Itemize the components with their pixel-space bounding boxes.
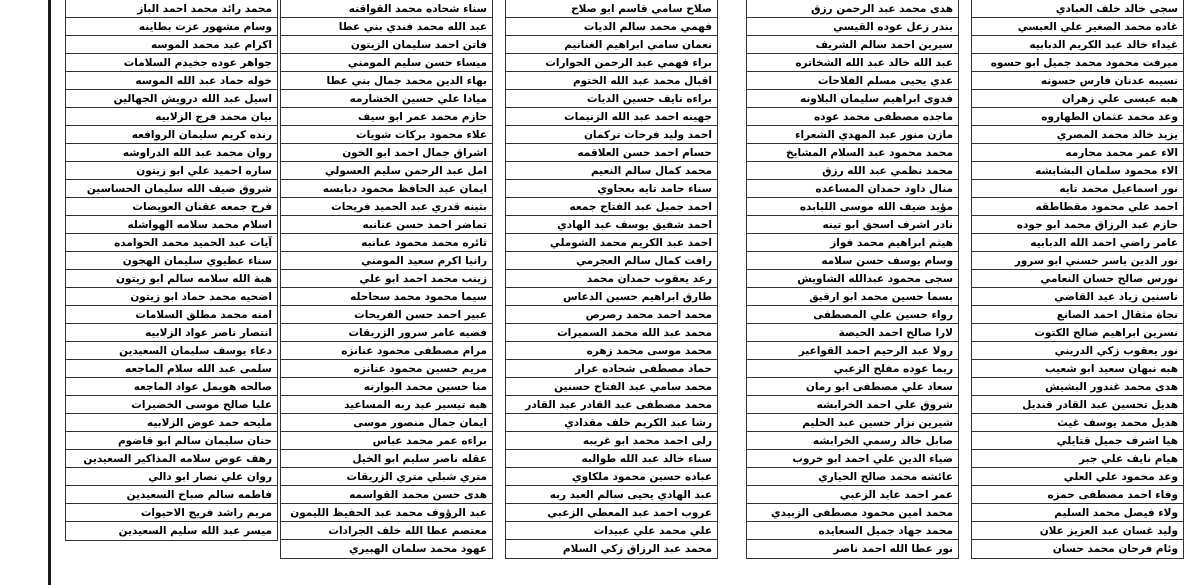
name-cell: ميرفت محمود محمد جميل ابو حسوه — [972, 54, 1183, 72]
name-cell: معتصم عطا الله خلف الجرادات — [281, 522, 492, 540]
name-cell: حازم عبد الرزاق محمد ابو جوده — [972, 216, 1183, 234]
name-cell: محمد محمود عبد السلام المشايخ — [747, 144, 958, 162]
name-cell: حماد مصطفى شحاده عرار — [506, 360, 717, 378]
column-1 — [971, 0, 1184, 559]
name-cell: هبه تيسير عبد ربه المساعيد — [281, 396, 492, 414]
name-cell: امنه محمد مطلق السلامات — [66, 306, 277, 324]
name-cell: احمد علي محمود مقطاطقه — [972, 198, 1183, 216]
name-cell: عبد الرؤوف محمد عبد الحفيظ الليمون — [281, 504, 492, 522]
name-cell: هيثم ابراهيم محمد فواز — [747, 234, 958, 252]
name-cell: حسام احمد حسن العلاقمه — [506, 144, 717, 162]
name-cell: اكرام عبد محمد الموسه — [66, 36, 277, 54]
name-cell: وليد غسان عبد العزيز علان — [972, 522, 1183, 540]
name-cell: رانيا اكرم سعيد المومني — [281, 252, 492, 270]
name-cell: خوله حماد عبد الله الموسه — [66, 72, 277, 90]
name-cell: بيان محمد فرج الزلابيه — [66, 108, 277, 126]
name-cell: رنده كريم سليمان الروافعه — [66, 126, 277, 144]
name-cell: براءه نايف حسين الديات — [506, 90, 717, 108]
name-cell: بسما حسين محمد ابو ارقيق — [747, 288, 958, 306]
name-cell: مرام مصطفى محمود عنانزه — [281, 342, 492, 360]
name-cell: بندر زعل عوده القيسي — [747, 18, 958, 36]
name-cell: سناء خالد عبد الله طوالبه — [506, 450, 717, 468]
name-cell: اسيل عبد الله درويش الجهالين — [66, 90, 277, 108]
name-cell: هديل محمد يوسف غيث — [972, 414, 1183, 432]
name-cell: ايمان جمال منصور موسى — [281, 414, 492, 432]
name-cell: ريما عوده مفلح الزعبي — [747, 360, 958, 378]
name-cell: ساره احميد علي ابو زيتون — [66, 162, 277, 180]
name-cell: ولاء فيصل محمد السليم — [972, 504, 1183, 522]
name-cell: بهاء الدين محمد جمال بني عطا — [281, 72, 492, 90]
name-cell: شيرين نزار حسين عبد الحليم — [747, 414, 958, 432]
name-cell: عائشه محمد صالح الحياري — [747, 468, 958, 486]
name-cell: عباده حسين محمود ملكاوي — [506, 468, 717, 486]
name-cell: هيا اشرف جميل قتايلي — [972, 432, 1183, 450]
name-cell: غيداء خالد عبد الكريم الدبابيه — [972, 36, 1183, 54]
name-cell: نسيبه عدنان فارس حسونه — [972, 72, 1183, 90]
name-cell: طارق ابراهيم حسين الدعاس — [506, 288, 717, 306]
name-cell: نورس صالح حسان النعامي — [972, 270, 1183, 288]
name-cell: جهينه احمد عبد الله الزنيمات — [506, 108, 717, 126]
name-cell: ناسنين زياد عيد القاضي — [972, 288, 1183, 306]
name-cell: احمد جميل عبد الفتاح جمعه — [506, 198, 717, 216]
name-cell: عمر احمد عايد الزعبي — [747, 486, 958, 504]
name-cell: منا حسين محمد البوارنه — [281, 378, 492, 396]
name-cell: سيما محمود محمد سحاحله — [281, 288, 492, 306]
name-cell: تماضر احمد حسن عنانبه — [281, 216, 492, 234]
name-cell: هبه نبهان سعيد ابو شعيب — [972, 360, 1183, 378]
name-cell: ميسر عبد الله سليم السعيدين — [118, 525, 272, 537]
column-5 — [65, 0, 278, 541]
name-cell: براء فهمي عبد الرحمن الحوارات — [506, 54, 717, 72]
name-cell: فهمي محمد سالم الديات — [506, 18, 717, 36]
name-cell: سلمى عبد الله سلام الماجعه — [66, 360, 277, 378]
name-cell: وفاء احمد مصطفى حمزه — [972, 486, 1183, 504]
column-3 — [505, 0, 718, 559]
name-cell: غاده محمد الصغير علي العبسي — [972, 18, 1183, 36]
name-cell: مريم حسين محمود عنانزه — [281, 360, 492, 378]
name-cell: امل عبد الرحمن سليم العسولي — [281, 162, 492, 180]
name-cell: علي محمد علي عبيدات — [506, 522, 717, 540]
name-cell: عبير احمد حسن الفريحات — [281, 306, 492, 324]
name-cell: هيام نايف علي جبر — [972, 450, 1183, 468]
column-2 — [746, 0, 959, 559]
name-cell: حازم محمد عمر ابو سيف — [281, 108, 492, 126]
name-cell: محمد رائد محمد احمد الباز — [66, 0, 277, 18]
name-cell: نعمان سامي ابراهيم الغنانيم — [506, 36, 717, 54]
name-cell: ثائره محمد محمود عنانبه — [281, 234, 492, 252]
name-cell: صلاح سامي قاسم ابو صلاح — [506, 0, 717, 18]
name-cell: رعد يعقوب حمدان محمد — [506, 270, 717, 288]
name-cell: عبد الله خالد عبد الله الشخاتره — [747, 54, 958, 72]
name-cell: بثينه قدري عبد الحميد فريحات — [281, 198, 492, 216]
name-cell: صالحه هويمل عواد الماجعه — [66, 378, 277, 396]
name-cell: سيرين احمد سالم الشريف — [747, 36, 958, 54]
name-cell: احمد عبد الكريم محمد الشوملي — [506, 234, 717, 252]
name-cell: رهف عوض سلامه المذاكير السعيدين — [66, 450, 277, 468]
name-cell: محمد سامي عبد الفتاح حسنين — [506, 378, 717, 396]
name-cell: وئام فرحان محمد حسان — [1052, 543, 1178, 555]
name-cell: عقله ناصر سليم ابو الخيل — [281, 450, 492, 468]
name-cell: اقبال محمد عبد الله الختوم — [506, 72, 717, 90]
name-cell: فاطمه سالم صباح السعيدين — [66, 486, 277, 504]
name-cell: مازن منور عبد المهدي الشعراء — [747, 126, 958, 144]
name-cell: رواء حسين علي المصطفى — [747, 306, 958, 324]
name-cell: محمد موسى محمد زهره — [506, 342, 717, 360]
name-cell: مليحه حمد عوض الزلابيه — [66, 414, 277, 432]
name-cell: ماجده مصطفى محمد عوده — [747, 108, 958, 126]
name-cell: محمد امين محمود مصطفى الزبيدي — [747, 504, 958, 522]
name-cell: احمد شفيق يوسف عبد الهادي — [506, 216, 717, 234]
name-cell: نور يعقوب زكي الدريني — [972, 342, 1183, 360]
name-cell: ايمان عبد الحافظ محمود دبابسه — [281, 180, 492, 198]
name-cell: سناء عطيوي سليمان الهجون — [66, 252, 277, 270]
name-cell: الاء محمود سلمان البشابشه — [972, 162, 1183, 180]
name-cell: زينب محمد احمد ابو علي — [281, 270, 492, 288]
name-cell: عبد الهادي يحيى سالم العبد ربه — [506, 486, 717, 504]
name-cell: ضياء الدين علي احمد ابو خروب — [747, 450, 958, 468]
name-cell: فاتن احمد سليمان الزيتون — [281, 36, 492, 54]
name-cell: وعد محمود علي العلي — [972, 468, 1183, 486]
name-cell: هدى حسن محمد القواسمه — [281, 486, 492, 504]
name-cell: الاء عمر محمد محارمه — [972, 144, 1183, 162]
name-cell: روان محمد عبد الله الدراوشه — [66, 144, 277, 162]
name-cell: هدى محمد غندور البشيش — [972, 378, 1183, 396]
name-cell: حنان سليمان سالم ابو قاضوم — [66, 432, 277, 450]
name-cell: هبة الله سلامه سالم ابو زيتون — [66, 270, 277, 288]
name-cell: سناء حامد تايه بعجاوي — [506, 180, 717, 198]
name-cell: علاء محمود بركات شويات — [281, 126, 492, 144]
name-cell: اسلام محمد سلامه الهواشله — [66, 216, 277, 234]
name-cell: محمد عبد الله محمد السميرات — [506, 324, 717, 342]
name-cell: رولا عبد الرحيم احمد القواعير — [747, 342, 958, 360]
name-cell: هدى محمد عبد الرحمن رزق — [747, 0, 958, 18]
name-cell: سناء شحاده محمد القواقنه — [281, 0, 492, 18]
name-cell: سعاد علي مصطفى ابو رمان — [747, 378, 958, 396]
name-cell: هديل تحسين عبد القادر قنديل — [972, 396, 1183, 414]
name-cell: ميساء حسن سليم المومني — [281, 54, 492, 72]
name-cell: شروق ضيف الله سليمان الحساسين — [66, 180, 277, 198]
name-cell: اشراق جمال احمد ابو الخون — [281, 144, 492, 162]
name-cell: هبه عيسى علي زهران — [972, 90, 1183, 108]
name-cell: محمد جهاد جميل السعايده — [747, 522, 958, 540]
name-cell: نور اسماعيل محمد تايه — [972, 180, 1183, 198]
name-cell: منال داود حمدان المساعده — [747, 180, 958, 198]
name-cell: محمد احمد محمد رصرص — [506, 306, 717, 324]
name-cell: وسام يوسف حسن سلامه — [747, 252, 958, 270]
name-cell: صابل خالد رسمي الخرابشه — [747, 432, 958, 450]
name-cell: وعد محمد عثمان الطهاروه — [972, 108, 1183, 126]
name-cell: رلى احمد محمد ابو غريبه — [506, 432, 717, 450]
name-cell: شروق علي احمد الخرابشه — [747, 396, 958, 414]
name-cell: وسام مشهور عزت بطاينه — [66, 18, 277, 36]
name-cell: نسرين ابراهيم صالح الكتوت — [972, 324, 1183, 342]
name-cell: يزيد خالد محمد المصري — [972, 126, 1183, 144]
name-cell: محمد مصطفى عبد القادر عبد القادر — [506, 396, 717, 414]
name-cell: نادر اشرف اسحق ابو تينه — [747, 216, 958, 234]
name-cell: نور عطا الله احمد ناصر — [833, 543, 953, 555]
name-cell: لارا صالح احمد الحيصة — [747, 324, 958, 342]
name-cell: انتصار ناصر عواد الزلابيه — [66, 324, 277, 342]
name-cell: رافت كمال سالم العجرمي — [506, 252, 717, 270]
name-cell: دعاء يوسف سليمان السعيدين — [66, 342, 277, 360]
name-cell: عدي يحيى مسلم الفلاحات — [747, 72, 958, 90]
name-cell: احمد وليد فرحات تركمان — [506, 126, 717, 144]
name-cell: عامر راضي احمد الله الدبابيه — [972, 234, 1183, 252]
name-cell: فرح جمعه عقنان العويضات — [66, 198, 277, 216]
name-cell: عبد الله محمد فندي بني عطا — [281, 18, 492, 36]
name-cell: آيات عبد الحميد محمد الحوامده — [66, 234, 277, 252]
name-cell: نجاة مثقال احمد الصانع — [972, 306, 1183, 324]
name-cell: جواهر عوده جخيدم السلامات — [66, 54, 277, 72]
name-cell: محمد نظمي عبد الله رزق — [747, 162, 958, 180]
name-cell: رشا عبد الكريم خلف مقدادي — [506, 414, 717, 432]
name-cell: مؤيد ضيف الله موسى اللبابده — [747, 198, 958, 216]
name-cell: متري شبلي متري الزريقات — [281, 468, 492, 486]
name-cell: فدوى ابراهيم سليمان البلاونه — [747, 90, 958, 108]
name-cell: محمد عبد الرزاق زكي السلام — [562, 543, 712, 555]
name-cell: فضيه عامر سرور الزريقات — [281, 324, 492, 342]
left-margin-bar — [48, 0, 51, 585]
name-cell: محمد كمال سالم النعيم — [506, 162, 717, 180]
name-cell: مريم راشد فريج الاحيوات — [66, 504, 277, 522]
name-cell: براءه عمر محمد عباس — [281, 432, 492, 450]
name-cell: نور الدين ياسر حسني ابو سرور — [972, 252, 1183, 270]
column-4 — [280, 0, 493, 559]
name-cell: عليا صالح موسى الخضيرات — [66, 396, 277, 414]
name-cell: ميادا علي حسين الخشارمه — [281, 90, 492, 108]
name-cell: سجى خالد خلف العبادي — [972, 0, 1183, 18]
name-cell: عهود محمد سلمان الهبيري — [349, 543, 487, 555]
name-cell: روان علي نصار ابو دالي — [66, 468, 277, 486]
name-cell: اضحيه محمد حماد ابو زيتون — [66, 288, 277, 306]
name-cell: سجى محمود عبدالله الشاويش — [747, 270, 958, 288]
name-cell: عروب احمد عبد المعطي الزعبي — [506, 504, 717, 522]
